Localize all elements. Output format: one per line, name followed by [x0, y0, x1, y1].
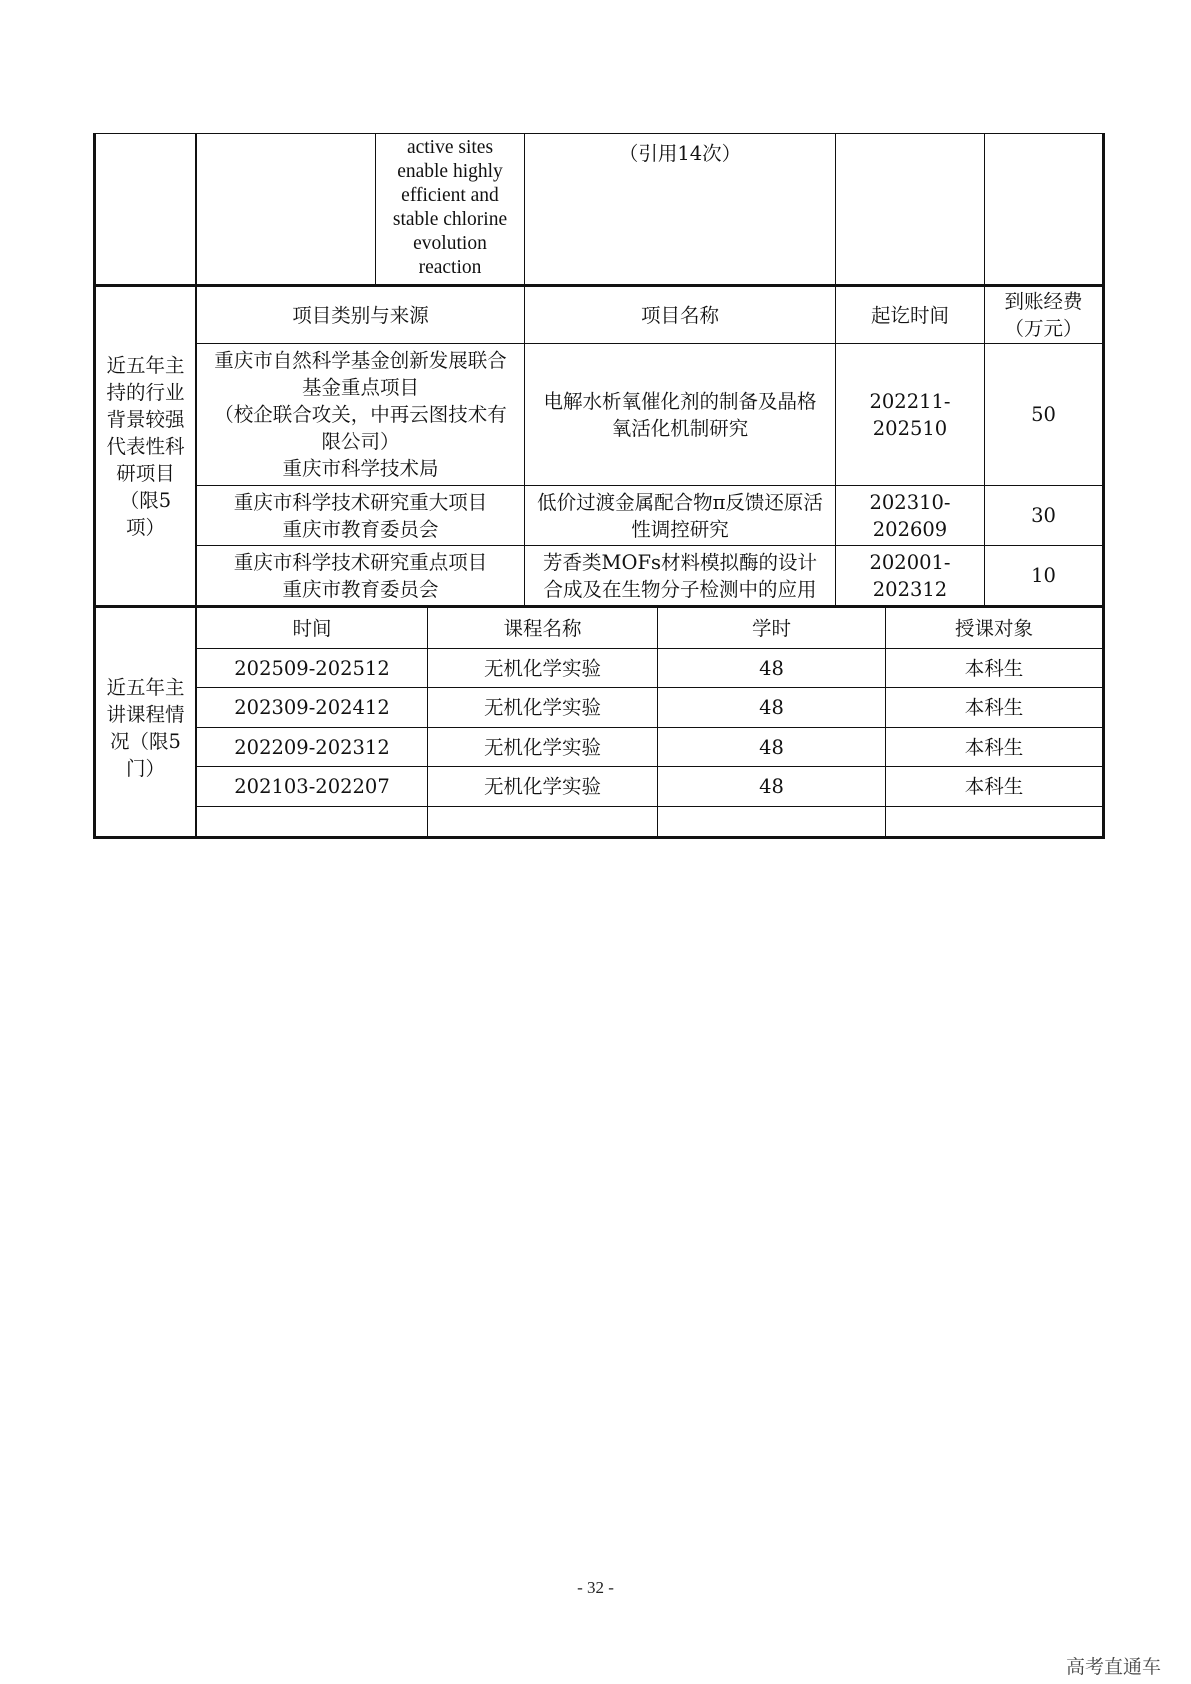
application-form-table	[93, 133, 1105, 839]
header-period: 起讫时间	[870, 303, 949, 327]
course-name: 无机化学实验	[483, 656, 601, 680]
header-hours: 学时	[751, 616, 791, 640]
course-time: 202209-202312	[234, 735, 390, 759]
page-number: - 32 -	[577, 1578, 614, 1597]
project-period: 202001-202312	[869, 550, 951, 601]
course-time: 202103-202207	[234, 775, 390, 798]
project-category-source: 重庆市自然科学基金创新发展联合 基金重点项目 （校企联合攻关，中再云图技术有 限公司） 重庆市科学技术局	[214, 349, 507, 480]
project-category-source: 重庆市科学技术研究重大项目 重庆市教育委员会	[233, 490, 488, 541]
header-funding: 到账经费 （万元）	[1004, 290, 1083, 340]
course-hours: 48	[759, 775, 784, 798]
watermark: 高考直通车	[1065, 1656, 1161, 1678]
project-funding: 10	[1031, 564, 1056, 587]
course-audience: 本科生	[964, 775, 1024, 798]
course-time: 202309-202412	[234, 696, 390, 719]
paper-title-fragment: active sites enable highly efficient and stable chlorine evolution reaction	[392, 137, 508, 278]
row-divider	[196, 806, 1102, 807]
header-time: 时间	[292, 616, 332, 640]
project-period: 202211-202510	[869, 389, 951, 440]
project-name: 低价过渡金属配合物π反馈还原活 性调控研究	[537, 490, 823, 541]
course-name: 无机化学实验	[483, 735, 601, 759]
course-audience: 本科生	[964, 656, 1024, 680]
course-section-label: 近五年主 讲课程情 况（限5 门）	[106, 676, 185, 780]
course-hours: 48	[759, 656, 784, 680]
course-audience: 本科生	[964, 735, 1024, 759]
project-name: 电解水析氧催化剂的制备及晶格 氧活化机制研究	[543, 389, 817, 440]
project-funding: 50	[1031, 403, 1056, 426]
project-name: 芳香类MOFs材料模拟酶的设计 合成及在生物分子检测中的应用	[543, 550, 817, 601]
project-category-source: 重庆市科学技术研究重点项目 重庆市教育委员会	[233, 550, 488, 601]
header-course-name: 课程名称	[503, 616, 582, 640]
course-hours: 48	[759, 696, 784, 719]
header-audience: 授课对象	[954, 616, 1033, 640]
course-name: 无机化学实验	[483, 775, 601, 798]
course-name: 无机化学实验	[483, 696, 601, 719]
header-category-source: 项目类别与来源	[292, 303, 429, 327]
citation-note: （引用14次）	[618, 142, 742, 165]
course-audience: 本科生	[964, 696, 1024, 719]
research-section-label: 近五年主 持的行业 背景较强 代表性科 研项目 （限5 项）	[106, 353, 185, 539]
header-project-name: 项目名称	[640, 303, 719, 327]
course-hours: 48	[759, 735, 784, 759]
project-funding: 30	[1031, 504, 1056, 527]
project-period: 202310-202609	[869, 490, 951, 541]
course-time: 202509-202512	[234, 656, 390, 680]
